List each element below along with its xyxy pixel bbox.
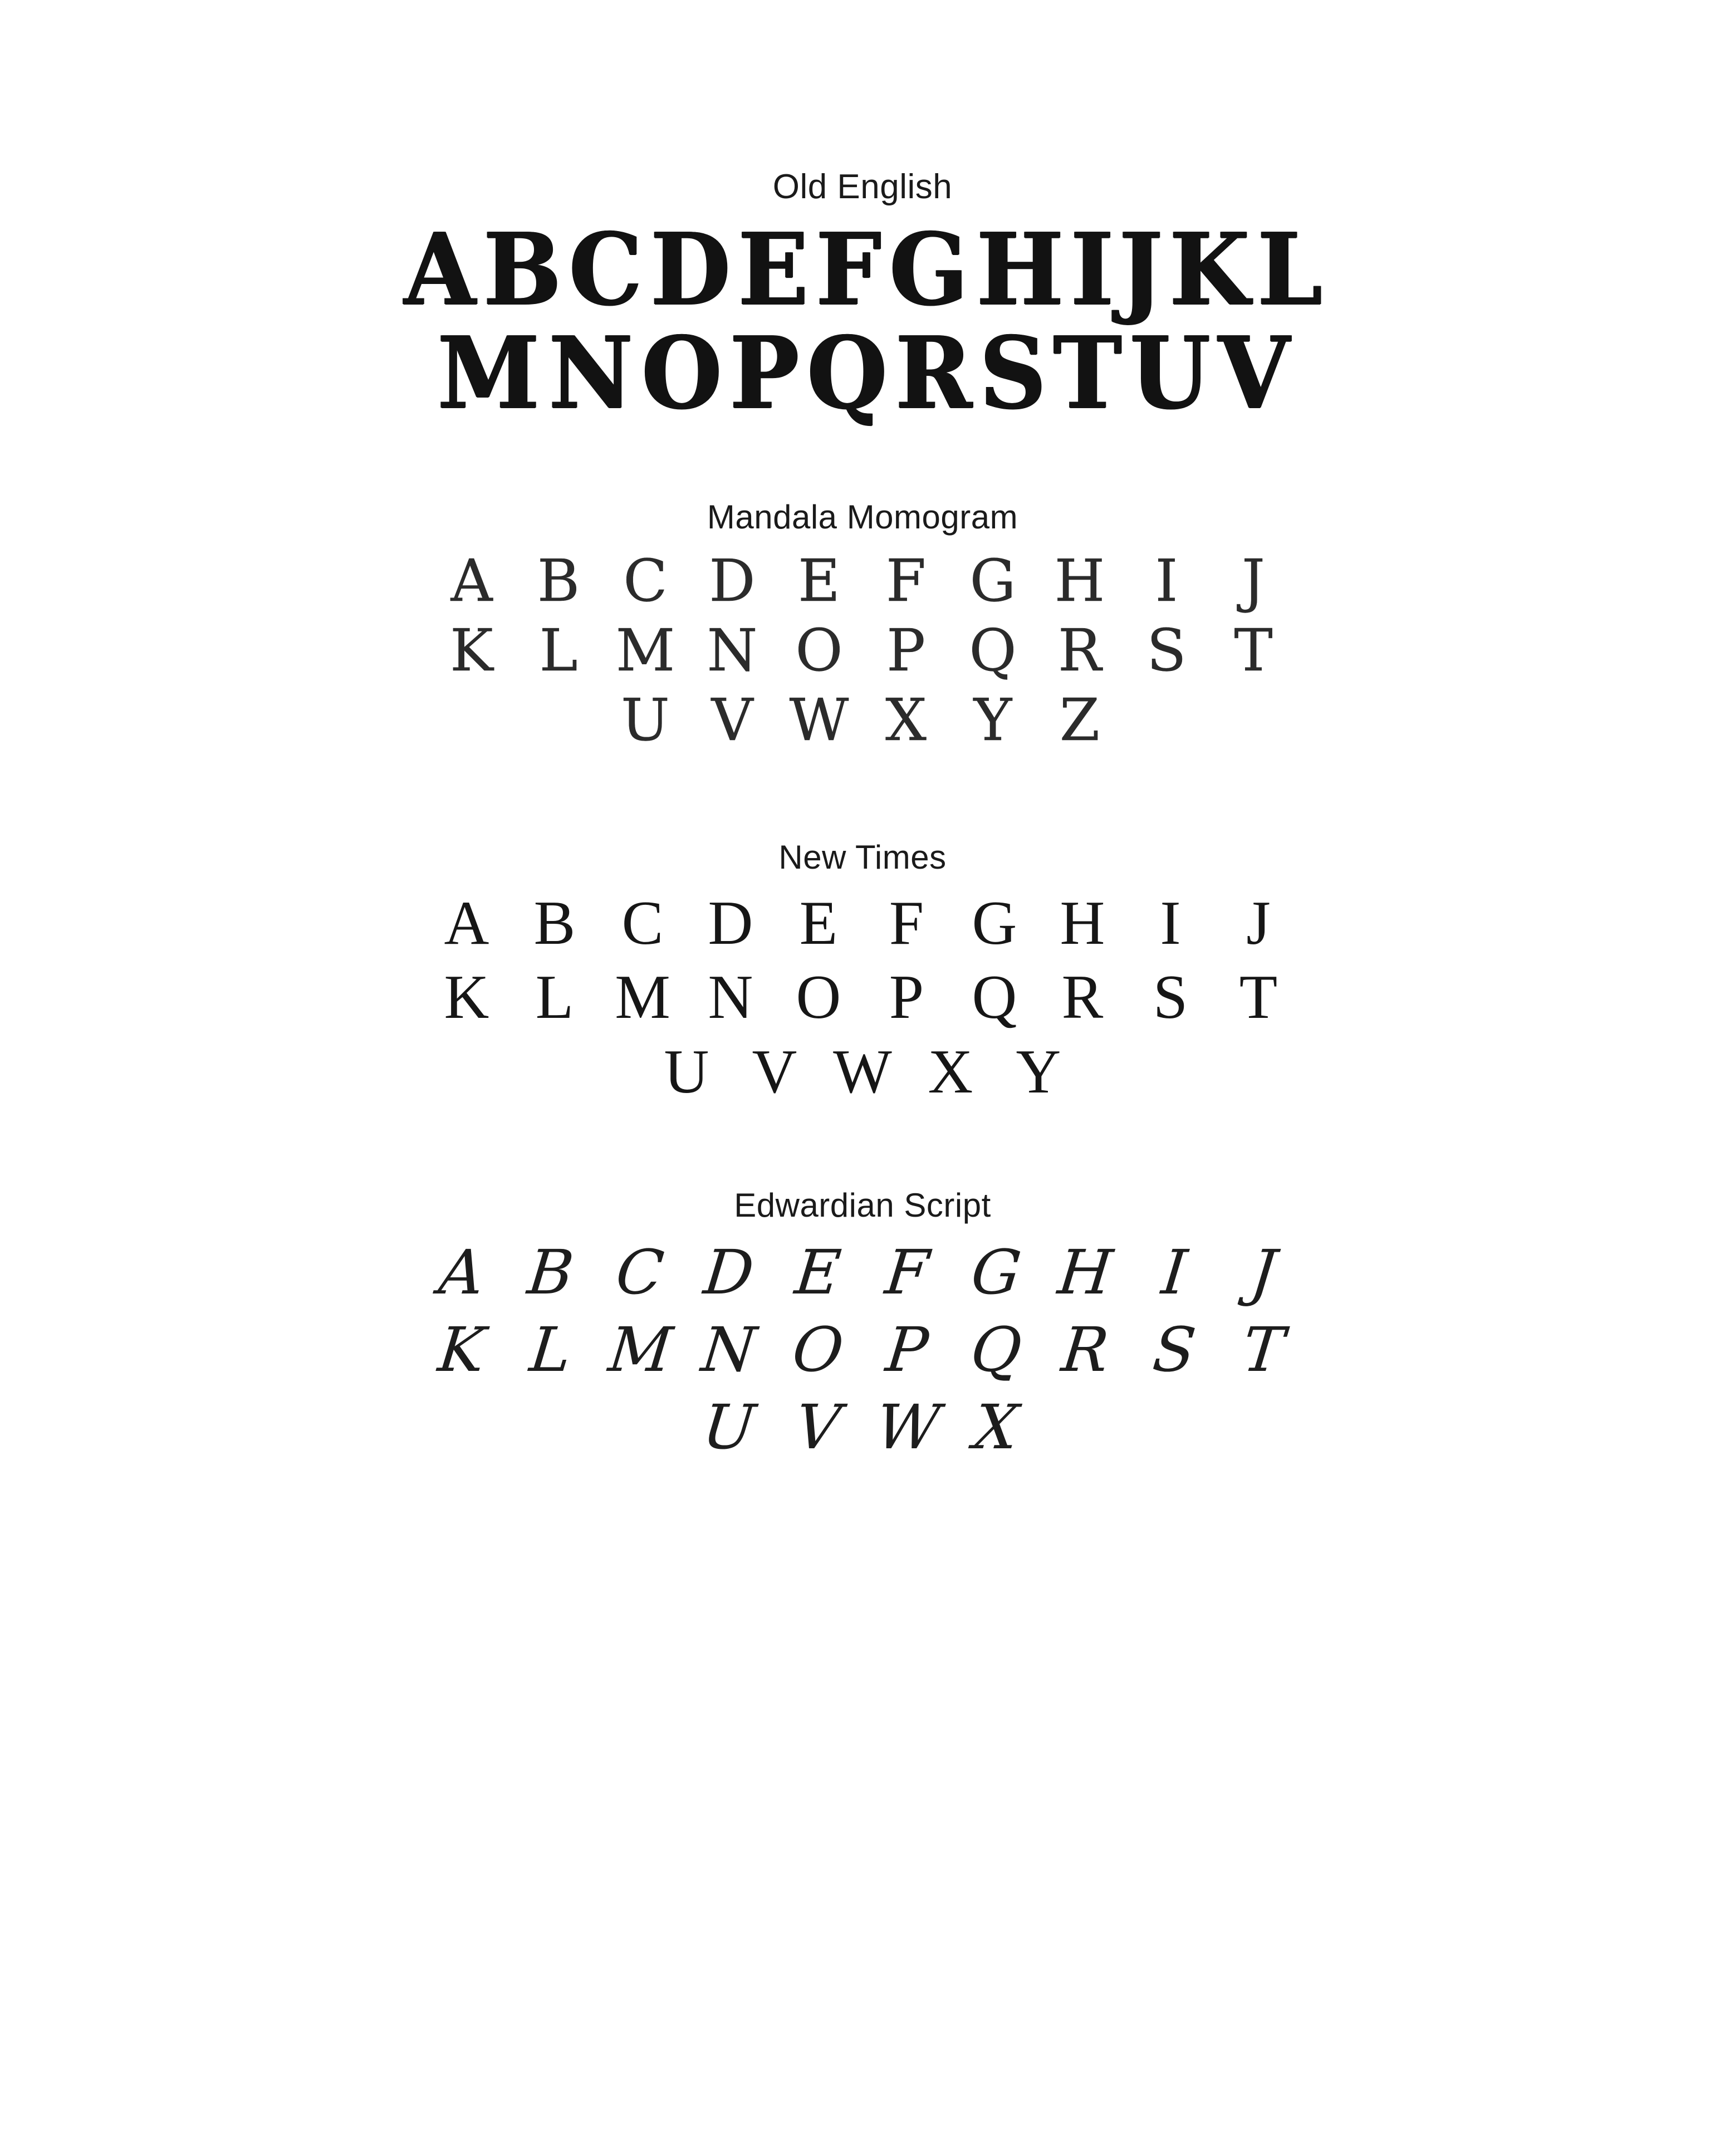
- alphabet-grid-old-english: [84, 211, 1641, 431]
- glyph: Z: [1059, 686, 1100, 754]
- glyph: E: [792, 1237, 844, 1309]
- glyph: A: [435, 1237, 488, 1309]
- glyph: V: [792, 1391, 844, 1463]
- glyph: L: [535, 963, 574, 1032]
- glyph: Y: [973, 686, 1012, 754]
- alphabet-row: [84, 1391, 1641, 1463]
- section-title-new-times: New Times: [778, 838, 947, 876]
- font-section-new-times: [84, 838, 1641, 1114]
- glyph: D: [650, 211, 730, 327]
- glyph: I: [1070, 211, 1113, 327]
- glyph: F: [882, 1237, 932, 1309]
- alphabet-row: [84, 616, 1641, 685]
- glyph: U: [621, 686, 670, 754]
- glyph: H: [1055, 1237, 1116, 1309]
- glyph: X: [928, 1037, 973, 1106]
- glyph: R: [1057, 616, 1102, 685]
- glyph: L: [539, 616, 578, 685]
- glyph: H: [1054, 547, 1105, 615]
- glyph: J: [1119, 211, 1162, 327]
- glyph: P: [886, 616, 925, 685]
- glyph: G: [889, 211, 967, 327]
- font-section-mandala-monogram: [84, 498, 1641, 760]
- glyph: P: [883, 1314, 932, 1386]
- glyph: P: [729, 314, 798, 431]
- glyph: O: [796, 963, 841, 1032]
- section-title-old-english: Old English: [772, 168, 953, 206]
- glyph: Q: [972, 963, 1017, 1032]
- glyph: E: [798, 547, 840, 615]
- section-title-mandala-monogram: Mandala Momogram: [707, 498, 1018, 536]
- glyph: G: [972, 888, 1017, 958]
- glyph: L: [526, 1314, 575, 1386]
- glyph: A: [444, 888, 489, 958]
- glyph: K: [444, 963, 489, 1032]
- font-section-edwardian-script: [84, 1186, 1641, 1471]
- glyph: A: [404, 211, 475, 327]
- glyph: V: [1218, 314, 1289, 431]
- glyph: O: [789, 1314, 847, 1386]
- glyph: Q: [967, 1314, 1025, 1386]
- glyph: I: [1158, 1237, 1190, 1309]
- glyph: B: [524, 1237, 577, 1309]
- glyph: C: [621, 888, 664, 958]
- glyph: B: [483, 211, 561, 327]
- glyph: N: [708, 963, 753, 1032]
- alphabet-row: [84, 314, 1641, 431]
- glyph: W: [833, 1037, 892, 1106]
- glyph: H: [976, 211, 1062, 327]
- glyph: K: [1169, 211, 1249, 327]
- glyph: Y: [1016, 1037, 1061, 1106]
- glyph: U: [699, 1391, 759, 1463]
- glyph: N: [698, 1314, 759, 1386]
- glyph: G: [969, 547, 1016, 615]
- alphabet-grid-edwardian-script: [84, 1239, 1641, 1471]
- glyph: B: [533, 888, 576, 958]
- glyph: J: [1246, 888, 1271, 958]
- glyph: M: [615, 616, 675, 685]
- glyph: S: [1146, 616, 1187, 685]
- glyph: T: [1239, 963, 1278, 1032]
- glyph: J: [1242, 547, 1265, 615]
- glyph: G: [968, 1237, 1025, 1309]
- glyph: S: [1149, 1314, 1199, 1386]
- alphabet-grid-mandala-monogram: [84, 547, 1641, 760]
- glyph: N: [707, 616, 758, 685]
- glyph: M: [437, 314, 539, 431]
- font-section-old-english: [84, 167, 1641, 431]
- glyph: F: [816, 211, 881, 327]
- glyph: C: [623, 547, 668, 615]
- glyph: R: [1058, 1314, 1113, 1386]
- glyph: E: [738, 211, 808, 327]
- glyph: W: [873, 1391, 943, 1463]
- alphabet-row: [84, 1037, 1641, 1106]
- glyph: K: [435, 1314, 488, 1386]
- alphabet-row: [84, 547, 1641, 615]
- glyph: I: [1160, 888, 1181, 958]
- glyph: T: [1053, 314, 1121, 431]
- glyph: O: [795, 616, 843, 685]
- glyph: M: [615, 963, 670, 1032]
- alphabet-row: [84, 686, 1641, 754]
- glyph: N: [548, 314, 633, 431]
- glyph: X: [971, 1391, 1022, 1463]
- glyph: F: [885, 547, 927, 615]
- glyph: R: [895, 314, 971, 431]
- glyph: C: [569, 211, 642, 327]
- glyph: O: [641, 314, 721, 431]
- glyph: X: [885, 686, 927, 754]
- glyph: D: [700, 1237, 757, 1309]
- glyph: A: [450, 547, 493, 615]
- glyph: J: [1247, 1237, 1280, 1309]
- glyph: B: [537, 547, 580, 615]
- glyph: V: [711, 686, 753, 754]
- glyph: V: [752, 1037, 797, 1106]
- glyph: S: [1153, 963, 1188, 1032]
- glyph: M: [605, 1314, 676, 1386]
- glyph: U: [664, 1037, 709, 1106]
- glyph: T: [1239, 1314, 1288, 1386]
- alphabet-row: [84, 965, 1641, 1031]
- alphabet-row: [84, 1237, 1641, 1309]
- section-title-edwardian-script: Edwardian Script: [734, 1187, 991, 1224]
- glyph: E: [799, 888, 838, 958]
- glyph: T: [1234, 616, 1273, 685]
- alphabet-row: [84, 1316, 1641, 1384]
- glyph: I: [1155, 547, 1178, 615]
- glyph: R: [1061, 963, 1104, 1032]
- glyph: U: [1130, 314, 1209, 431]
- alphabet-row: [84, 888, 1641, 958]
- glyph: C: [612, 1237, 667, 1309]
- glyph: Q: [807, 314, 886, 431]
- alphabet-grid-new-times: [84, 888, 1641, 1114]
- glyph: Q: [969, 616, 1017, 685]
- glyph: H: [1060, 888, 1105, 958]
- glyph: L: [1257, 211, 1321, 327]
- glyph: D: [709, 547, 756, 615]
- glyph: P: [889, 963, 924, 1032]
- glyph: W: [789, 686, 849, 754]
- alphabet-row: [84, 211, 1641, 327]
- glyph: S: [979, 314, 1045, 431]
- glyph: K: [450, 616, 493, 685]
- glyph: D: [708, 888, 753, 958]
- glyph: F: [889, 888, 924, 958]
